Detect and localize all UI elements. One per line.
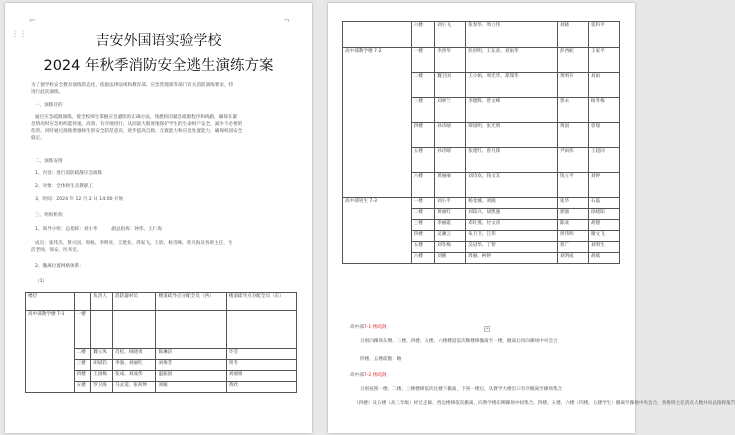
page-corner-mark: ¬ <box>283 16 290 25</box>
table-cell: 三楼 <box>74 360 91 371</box>
table-cell: 刘婷 <box>588 173 619 198</box>
table-cell: 张华 <box>557 198 588 209</box>
table-cell: 胡斌 <box>588 253 619 264</box>
table-cell: 张科平 <box>588 22 619 48</box>
table-cell: 五楼 <box>74 382 91 393</box>
table-cell: 刘小飞 <box>435 22 466 48</box>
table-cell: 李德辉、曾文峰 <box>466 98 558 123</box>
table-cell: 刘琼兴、胡凯强 <box>466 209 558 220</box>
table-cell <box>226 311 296 349</box>
table-cell: 李强、刘丽红 <box>113 360 156 371</box>
document-page-2 <box>328 3 735 433</box>
note-highlight: 7-2 楼疏散 <box>363 373 387 378</box>
table-cell: 四楼 <box>411 123 434 148</box>
table-cell: 五楼 <box>411 148 434 173</box>
paragraph-line: 活老师、保安、医务室。 <box>31 248 82 253</box>
evacuation-table-1 <box>25 292 297 393</box>
note-label: 高中部 <box>350 373 364 378</box>
note-line: 分别按照一楼、二楼、三楼楼梯依次往楼下撤离，下到一楼后，从教学大楼出口有序撤离至操场集合 <box>360 387 563 392</box>
table-cell: 周丽、柯婷 <box>466 253 558 264</box>
table-cell: 钱立平 <box>557 173 588 198</box>
list-item: 2、对象：全体师生及教职工 <box>35 184 94 189</box>
table-cell: 刘刚 <box>435 253 466 264</box>
table-cell: 刘雁 <box>156 382 226 393</box>
table-row <box>343 48 620 73</box>
table-header-cell <box>74 293 91 311</box>
table-cell: 刘诗欢、钱文友 <box>466 173 558 198</box>
table-cell: 马灵道、张荷婷 <box>113 382 156 393</box>
table-cell: 徐晓阳 <box>588 209 619 220</box>
table-cell: 张春华、周立伟 <box>466 22 558 48</box>
table-cell: 魏卫国 <box>435 73 466 98</box>
table-cell: 彭西蛇 <box>557 48 588 73</box>
table-cell: 刘丽娟 <box>226 371 296 382</box>
table-cell: 彭洪明、王东彦、刘雨华 <box>466 48 558 73</box>
building-cell <box>343 22 412 48</box>
table-cell: 陈欢 <box>557 220 588 231</box>
note-label: 高中部 <box>350 325 364 330</box>
table-cell: 二楼 <box>411 73 434 98</box>
table-cell: 郭强 <box>557 209 588 220</box>
table-cell: 刘俊芳 <box>156 360 226 371</box>
document-page-1 <box>5 3 312 433</box>
table-cell: 刘明成 <box>557 253 588 264</box>
section-heading: 一、演练目的 <box>35 103 63 108</box>
table-cell: 三楼 <box>411 98 434 123</box>
table-cell: 胡德 <box>588 220 619 231</box>
table-cell: 孙诗晴 <box>435 123 466 148</box>
paragraph-line: 急情况时应急组织能快速、高效、有序地进行，从而最大限度地保护学生的生命财产安全，减少不必要的 <box>31 122 243 127</box>
table-cell: 王家平 <box>588 48 619 73</box>
table-cell: 王超同 <box>588 148 619 173</box>
list-item: 3、时间：2024 年 12 月 2 日 14:00 开始 <box>35 197 124 202</box>
table-cell: 李丽霞 <box>435 220 466 231</box>
intro-line: 为了使学校安全教育演练常态化，依据法律法规和教育部、应急管理部等部门有关消防演练要求，特 <box>31 83 234 88</box>
paragraph-line: 稳定。 <box>31 136 45 141</box>
list-item: 1、内容：进行消防疏散应急演练 <box>35 171 103 176</box>
table-cell: 三楼 <box>411 220 434 231</box>
table-cell: 朱卫卫、江伟 <box>466 231 558 242</box>
section-heading: 三、组织机构 <box>35 213 63 218</box>
table-cell: 王国梅 <box>91 371 113 382</box>
table-cell: 尹雨伟 <box>557 148 588 173</box>
table-cell: 曾瑞 <box>588 123 619 148</box>
table-cell: 胡斌钧 <box>91 360 113 371</box>
table-cell: 石磊 <box>588 198 619 209</box>
table-cell: 肖松、杨晓勇 <box>113 349 156 360</box>
table-cell: 一楼 <box>74 311 91 349</box>
table-cell: 刘小平 <box>435 198 466 209</box>
table-cell: 黄国 <box>557 123 588 148</box>
table-cell: 谢文飞 <box>588 231 619 242</box>
table-cell: 魏立凤 <box>91 349 113 360</box>
table-cell: 曾永 <box>557 98 588 123</box>
table-cell: 邓红燕、付文涛 <box>466 220 558 231</box>
note-line: （四楼）及五楼（高三年级）经过走廊、西边楼梯依次撤离，向教学楼东侧操场中间集合。四楼、五楼、六楼（四楼、五楼学生）撤离至操场中央会合，各班班主任清点人数并向总指挥报告 <box>354 401 735 406</box>
table-cell: 张成、刘成伟 <box>113 371 156 382</box>
table-cell: 黄欣 <box>226 382 296 393</box>
table-header-cell: 楼道疏导点分配全员（东） <box>226 293 296 311</box>
table-cell: 刘翠兰 <box>435 98 466 123</box>
table-header-cell: 负责人 <box>91 293 113 311</box>
doc-title: 2024 年秋季消防安全逃生演练方案 <box>43 58 274 74</box>
table-cell: 二楼 <box>411 209 434 220</box>
table-cell: 孙诗晴 <box>435 148 466 173</box>
table-cell: 周伟明 <box>557 231 588 242</box>
table-add-row-icon[interactable]: + <box>485 326 490 332</box>
table-cell: 吴冠华、丁智 <box>466 242 558 253</box>
table-row <box>343 22 620 48</box>
table-cell: 六楼 <box>411 173 434 198</box>
table-cell: 毕雪 <box>226 349 296 360</box>
note-highlight: 7-1 楼疏散 <box>363 325 387 330</box>
table-header-cell: 楼道疏导点分配全员（西） <box>156 293 226 311</box>
school-title: 吉安外国语实验学校 <box>95 33 222 49</box>
note-line: 分别向操场东侧、三楼、四楼、五楼、六楼楼道依次顺楼梯撤离至一楼，撤离后再向操场中央会合 <box>360 339 558 344</box>
table-cell: 四楼 <box>74 371 91 382</box>
table-cell: 王小娟、周光华、郑瑞华 <box>466 73 558 98</box>
intro-line-2: 进行此次演练。 <box>31 90 64 95</box>
table-cell: 二楼 <box>74 349 91 360</box>
drag-handle-icon[interactable]: ⋮⋮ <box>11 29 27 38</box>
table-cell: 六楼 <box>411 22 434 48</box>
note-line: 四楼、五楼疏散：略 <box>360 357 402 362</box>
table-cell: 五楼 <box>411 242 434 253</box>
table-cell: 周冬 <box>226 360 296 371</box>
table-cell: 杨冬梅 <box>588 98 619 123</box>
page-corner-mark: ⌐ <box>29 16 36 25</box>
table-cell: 六楼 <box>411 253 434 264</box>
paragraph-line: 成员：张伟杰、黄兴国、周杨、李明亮、王建业、周家飞、王欣、杨雪峰、曾凡海及各班主任、生 <box>35 241 233 246</box>
table-row <box>343 198 620 209</box>
section-heading: 二、演练安排 <box>35 159 63 164</box>
table-cell: 罗卫海 <box>91 382 113 393</box>
note-heading <box>350 325 387 331</box>
table-cell: 黄丽丽 <box>435 173 466 198</box>
table-cell: 一楼 <box>411 198 434 209</box>
table-cell: 李西华 <box>435 48 466 73</box>
table-header-row <box>26 293 297 311</box>
list-item: （1） <box>35 279 48 284</box>
table-cell: 谭国明、张光明 <box>466 123 558 148</box>
table-cell <box>113 311 156 349</box>
table-cell: 刘晓 <box>557 22 588 48</box>
table-cell: 黄明开 <box>557 73 588 98</box>
table-cell: 刘明生 <box>588 242 619 253</box>
table-cell <box>91 311 113 349</box>
evacuation-table-2 <box>342 21 620 264</box>
table-cell: 一楼 <box>411 48 434 73</box>
table-row <box>26 311 297 349</box>
table-cell: 吴澜云 <box>435 231 466 242</box>
table-cell: 刘雨 <box>588 73 619 98</box>
table-cell: 温振国 <box>156 371 226 382</box>
building-cell: 高中部教学楼 7-1 <box>26 311 75 393</box>
table-cell: 刘冬梅 <box>435 242 466 253</box>
table-header-cell: 楼层 <box>26 293 75 311</box>
table-cell: 杨金城、刘晓 <box>466 198 558 209</box>
table-cell: 张建红、曾凡锋 <box>466 148 558 173</box>
paragraph-line: 通过应急疏散演练，使全校师生掌握应急避险的正确方法，熟悉校园紧急疏散程序和线路，确保在紧 <box>35 115 238 120</box>
table-cell: 曾广 <box>557 242 588 253</box>
note-heading <box>350 373 387 379</box>
table-cell: 陈琳洁 <box>156 349 226 360</box>
list-item: 1、领导小组：总指挥：刘小华 副总指挥：钟伟、王仁海 <box>35 227 162 232</box>
table-header-cell: 消防器材员 <box>113 293 156 311</box>
table-cell: 黄丽红 <box>435 209 466 220</box>
list-item: 2、撤离位置网格体系： <box>35 264 84 269</box>
table-cell <box>156 311 226 349</box>
paragraph-line: 伤害。同时通过演练增强师生的安全防范意识，逐步提高自救、互救能力和应急处置能力，确保校园安全 <box>31 129 243 134</box>
table-cell: 四楼 <box>411 231 434 242</box>
building-cell: 高中部男生 7-3 <box>343 198 412 264</box>
building-cell: 高中部教学楼 7-2 <box>343 48 412 198</box>
